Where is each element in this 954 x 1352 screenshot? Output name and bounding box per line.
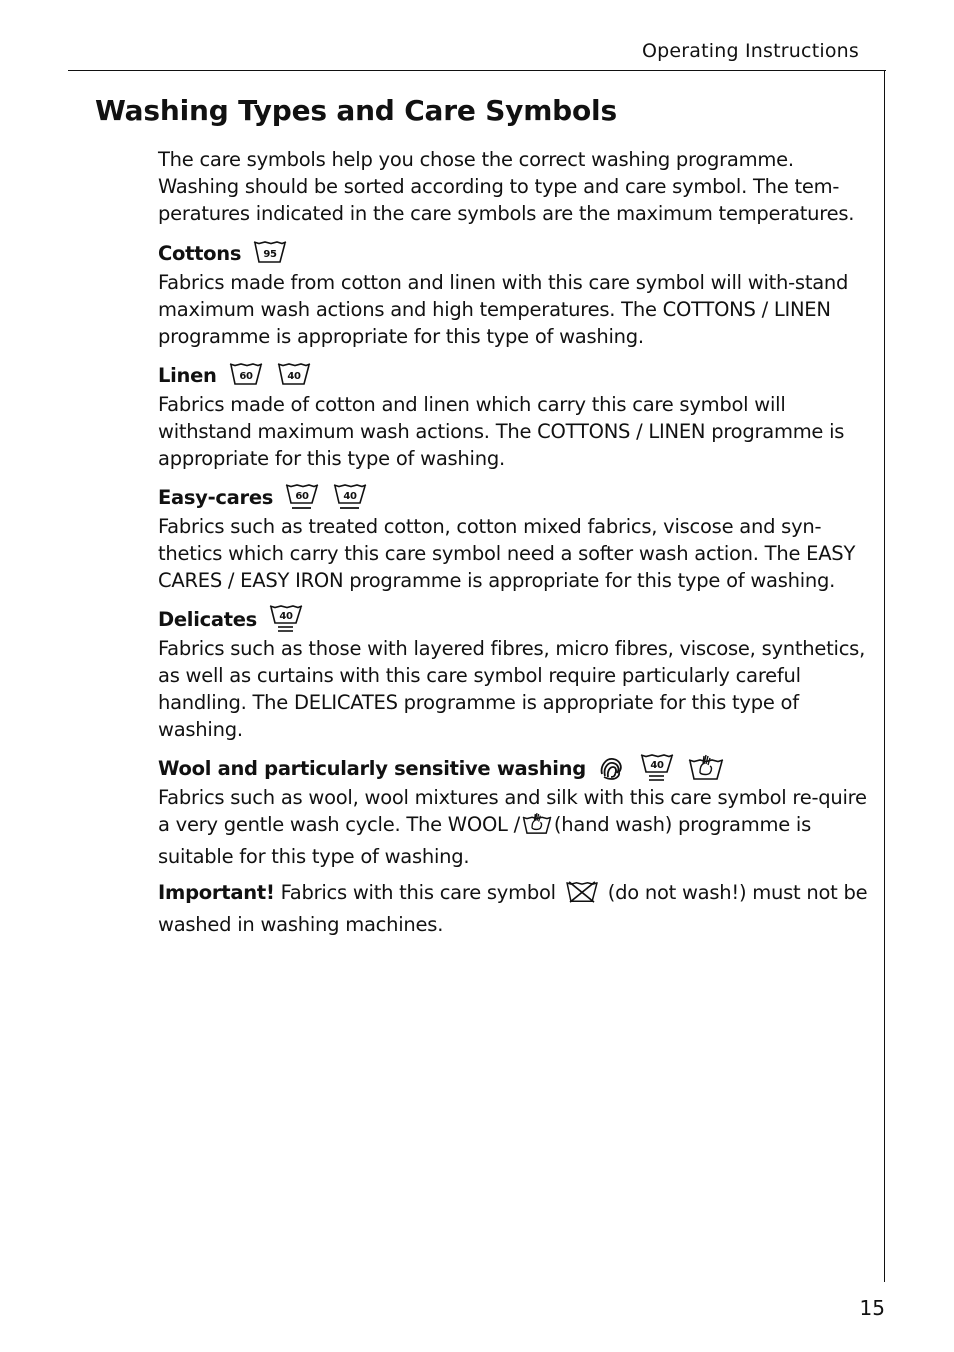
important-text-before: Fabrics with this care symbol <box>280 881 556 904</box>
page-title: Washing Types and Care Symbols <box>95 94 617 127</box>
wash-tub-gentle-icon <box>285 483 319 511</box>
important-text-after: (do not wash!) must not be washed in washing machines. <box>158 881 868 936</box>
section-heading <box>158 603 870 635</box>
section-heading-label: Delicates <box>158 607 257 631</box>
wash-temp-label: 40 <box>343 491 357 502</box>
section-heading <box>158 752 870 784</box>
section-text: Fabrics such as treated cotton, cotton mixed fabrics, viscose and syn-thetics which carry this care symbol need a softer wash action. The EASY CARES / EASY IRON programme is appropriate for this type of washing. <box>158 515 856 592</box>
wash-tub-icon <box>253 240 287 266</box>
wash-temp-label: 60 <box>295 491 309 502</box>
hand-wash-icon <box>522 812 552 843</box>
wash-tub-gentle-icon <box>333 483 367 511</box>
section-heading-label: Wool and particularly sensitive washing <box>158 756 586 780</box>
side-rule <box>884 70 885 1282</box>
section-heading-label: Cottons <box>158 241 242 265</box>
section-cottons <box>158 237 870 350</box>
section-text: Fabrics such as those with layered fibres, micro fibres, viscose, synthetics, as well as curtains with this care symbol require particularly careful handling. The DELICATES programme is appropriate for this type of washing. <box>158 637 866 741</box>
important-note <box>158 879 870 938</box>
section-heading-label: Easy-cares <box>158 485 274 509</box>
section-text-after: (hand wash) programme is suitable for this type of washing. <box>158 813 812 868</box>
header-rule <box>68 70 886 71</box>
section-linen <box>158 359 870 472</box>
section-text <box>158 784 870 870</box>
section-text-before: Fabrics such as wool, wool mixtures and silk with this care symbol re-quire a very gentle wash cycle. The WOOL / <box>158 786 867 836</box>
intro-paragraph: The care symbols help you chose the correct washing programme. Washing should be sorted according to type and care symbol. The tem-peratures indicated in the care symbols are the maximum temperatures. <box>158 148 855 225</box>
wash-temp-label: 95 <box>263 249 277 260</box>
woolmark-icon <box>598 754 626 782</box>
section-wool <box>158 752 870 870</box>
wash-temp-label: 40 <box>279 611 293 622</box>
page-number: 15 <box>859 1296 885 1320</box>
wash-temp-label: 60 <box>238 371 253 382</box>
do-not-wash-icon <box>564 880 600 911</box>
section-easy-cares <box>158 481 870 594</box>
wash-tub-icon <box>229 362 263 388</box>
wash-tub-icon <box>277 362 311 388</box>
wash-temp-label: 40 <box>650 760 664 771</box>
wash-tub-very-gentle-icon <box>640 753 674 783</box>
section-text: Fabrics made of cotton and linen which carry this care symbol will withstand maximum wash actions. The COTTONS / LINEN programme is appropriate for this type of washing. <box>158 393 845 470</box>
header-title: Operating Instructions <box>641 40 859 62</box>
section-text: Fabrics made from cotton and linen with this care symbol will with-stand maximum wash actions and high temperatures. The COTTONS / LINEN programme is appropriate for this type of washing. <box>158 271 849 348</box>
section-delicates <box>158 603 870 743</box>
section-heading <box>158 237 870 269</box>
wash-temp-label: 40 <box>286 371 301 382</box>
section-heading-label: Linen <box>158 363 217 387</box>
section-heading <box>158 359 870 391</box>
important-label: Important! <box>158 881 275 904</box>
wash-tub-very-gentle-icon <box>269 604 303 634</box>
main-content <box>158 146 870 938</box>
section-heading <box>158 481 870 513</box>
hand-wash-icon <box>688 754 724 782</box>
